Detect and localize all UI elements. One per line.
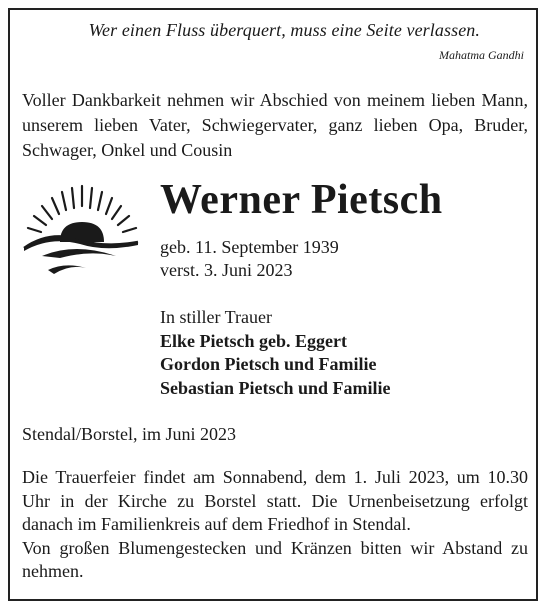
birth-date: geb. 11. September 1939 — [160, 237, 339, 257]
funeral-notice — [22, 466, 528, 584]
quote-text: Wer einen Fluss überquert, muss eine Seite verlassen. — [88, 20, 480, 40]
intro-text: Voller Dankbarkeit nehmen wir Abschied von meinem lieben Mann, unserem lieben Vater, Schwiegervater, ganz lieben Opa, Bruder, Schwager, Onkel und Cousin — [22, 90, 528, 160]
mourner-name: Sebastian Pietsch und Familie — [160, 377, 391, 398]
funeral-details: Die Trauerfeier findet am Sonnabend, dem 1. Juli 2023, um 10.30 Uhr in der Kirche zu Borstel statt. Die Urnenbeisetzung erfolgt danach im Familienkreis auf dem Friedhof in Stendal. — [22, 467, 528, 534]
mourner-name: Gordon Pietsch und Familie — [160, 354, 377, 374]
life-dates — [160, 236, 339, 282]
mourners-heading: In stiller Trauer — [160, 307, 272, 327]
mourners-block — [160, 306, 391, 400]
sunset-hills-icon — [20, 182, 145, 282]
deceased-name: Werner Pietsch — [160, 177, 443, 223]
flowers-request: Von großen Blumengestecken und Kränzen bitten wir Abstand zu nehmen. — [22, 537, 528, 581]
quote-author: Mahatma Gandhi — [439, 48, 524, 62]
place-date: Stendal/Borstel, im Juni 2023 — [22, 424, 236, 444]
mourner-name: Elke Pietsch geb. Eggert — [160, 330, 347, 351]
death-date: verst. 3. Juni 2023 — [160, 260, 293, 280]
